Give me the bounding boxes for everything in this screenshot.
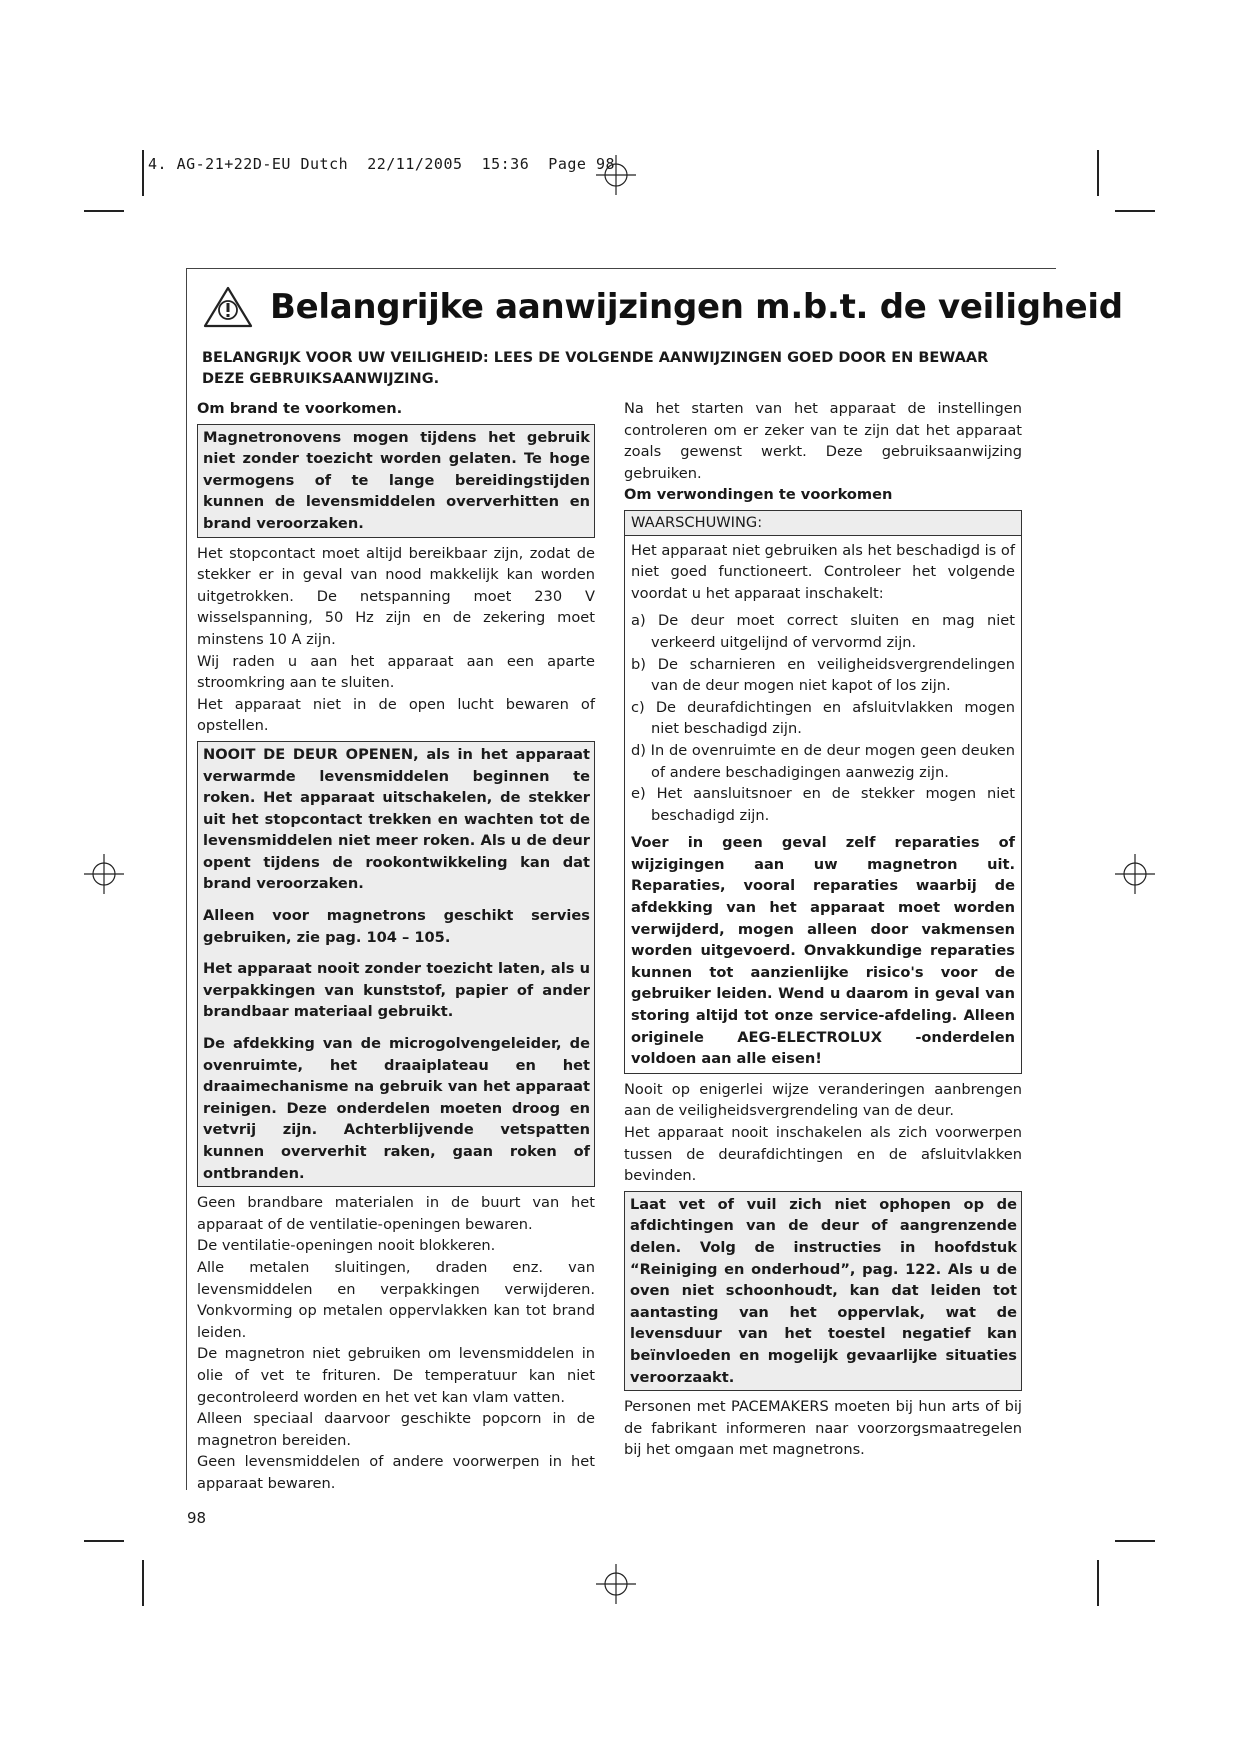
warning-intro: Het apparaat niet gebruiken als het beschadigd is of niet goed functioneert. Controleer het volgende voordat u het apparaat inschakelt: [631, 541, 1015, 602]
paragraph: Alleen speciaal daarvoor geschikte popcorn in de magnetron bereiden. [197, 1410, 595, 1449]
section-heading: Om brand te voorkomen. [197, 400, 403, 417]
crop-mark [142, 150, 144, 196]
page-header [202, 282, 1123, 332]
paragraph: De ventilatie-openingen nooit blokkeren. [197, 1237, 496, 1255]
crop-mark [1097, 1560, 1099, 1606]
crop-mark [1115, 1540, 1155, 1542]
page-frame-top [186, 268, 1056, 269]
paragraph: De magnetron niet gebruiken om levensmiddelen in olie of vet te frituren. De temperatuur kan niet gecontroleerd worden en het vet kan vlam vatten. [197, 1345, 595, 1406]
list-item: d) In de ovenruimte en de deur mogen geen deuken of andere beschadigingen aanwezig zijn. [631, 741, 1015, 781]
paragraph: Alle metalen sluitingen, draden enz. van levensmiddelen en verpakkingen verwijderen. Vonkvorming op metalen oppervlakken kan tot brand leiden. [197, 1258, 595, 1341]
print-slug: 4. AG-21+22D-EU Dutch 22/11/2005 15:36 Page 98 [148, 155, 616, 173]
crop-mark [84, 1540, 124, 1542]
crop-mark [84, 210, 124, 212]
paragraph: Na het starten van het apparaat de instellingen controleren om er zeker van te zijn dat het apparaat zoals gewenst werkt. Deze gebruiksaanwijzing gebruiken. [624, 400, 1022, 482]
right-column [624, 398, 1022, 1461]
paragraph: Het stopcontact moet altijd bereikbaar zijn, zodat de stekker er in geval van nood makkelijk kan worden uitgetrokken. De netspanning moet 230 V wisselspanning, 50 Hz zijn en de zekering moet minstens 10 A zijn. [197, 544, 595, 648]
paragraph: Het apparaat nooit inschakelen als zich voorwerpen tussen de deurafdichtingen en de afsluitvlakken bevinden. [624, 1124, 1022, 1185]
list-item: a) De deur moet correct sluiten en mag niet verkeerd uitgelijnd of vervormd zijn. [631, 612, 1015, 651]
paragraph: Geen levensmiddelen of andere voorwerpen in het apparaat bewaren. [197, 1453, 595, 1492]
warning-box [624, 510, 1022, 1074]
notice-text: De afdekking van de microgolvengeleider, de ovenruimte, het draaiplateau en het draaimechanisme na gebruik van het apparaat reinigen. Deze onderdelen moeten droog en vetvrij zijn. Achterblijvende vetspatten kunnen oververhit raken, gaan roken of ontbranden. [203, 1035, 590, 1182]
page-title: Belangrijke aanwijzingen m.b.t. de veiligheid [270, 287, 1123, 327]
registration-mark-icon [596, 1564, 636, 1604]
page-number: 98 [187, 1509, 207, 1527]
notice-box [624, 1191, 1022, 1391]
notice-box [197, 424, 595, 538]
crop-mark [1097, 150, 1099, 196]
notice-text: Laat vet of vuil zich niet ophopen op de afdichtingen van de deur of aangrenzende delen. Volg de instructies in hoofdstuk “Reiniging en onderhoud”, pag. 122. Als u de oven niet schoonhoudt, kan dat leiden tot aantasting van het oppervlak, wat de levensduur van het toestel negatief kan beïnvloeden en mogelijk gevaarlijke situaties veroorzaakt. [630, 1195, 1017, 1386]
crop-mark [142, 1560, 144, 1606]
left-column [197, 398, 595, 1495]
warning-bold-text: Voer in geen geval zelf reparaties of wijzigingen aan uw magnetron uit. Reparaties, vooral reparaties waarbij de afdekking van het apparaat moet worden verwijderd, mogen alleen door vakmensen worden uitgevoerd. Onvakkundige reparaties kunnen tot aanzienlijke risico's voor de gebruiker leiden. Wend u daarom in geval van storing altijd tot onze service-afdeling. Alleen originele AEG-ELECTROLUX -onderdelen voldoen aan alle eisen! [631, 834, 1015, 1068]
checklist [631, 610, 1015, 826]
warning-label: WAARSCHUWING: [625, 511, 1021, 536]
page-frame-left [186, 268, 187, 1490]
paragraph: Wij raden u aan het apparaat aan een aparte stroomkring aan te sluiten. [197, 652, 595, 692]
list-item: b) De scharnieren en veiligheidsvergrendelingen van de deur mogen niet kapot of los zijn. [631, 655, 1015, 695]
paragraph: Het apparaat niet in de open lucht bewaren of opstellen. [197, 695, 595, 735]
list-item: c) De deurafdichtingen en afsluitvlakken mogen niet beschadigd zijn. [631, 698, 1015, 738]
list-item: e) Het aansluitsnoer en de stekker mogen niet beschadigd zijn. [631, 785, 1015, 824]
notice-text: NOOIT DE DEUR OPENEN, als in het apparaat verwarmde levensmiddelen beginnen te roken. Het apparaat uitschakelen, de stekker uit het stopcontact trekken en wachten tot de levensmiddelen niet meer roken. Als u de deur opent tijdens de rookontwikkeling kan dat brand veroorzaken. [203, 745, 590, 893]
crop-mark [1115, 210, 1155, 212]
notice-text: Het apparaat nooit zonder toezicht laten, als u verpakkingen van kunststof, papier of ander brandbaar materiaal gebruikt. [203, 960, 590, 1021]
section-heading: Om verwondingen te voorkomen [624, 486, 893, 504]
registration-mark-icon [596, 155, 636, 195]
paragraph: Geen brandbare materialen in de buurt van het apparaat of de ventilatie-openingen bewaren. [197, 1194, 595, 1233]
page-subtitle: BELANGRIJK VOOR UW VEILIGHEID: LEES DE VOLGENDE AANWIJZINGEN GOED DOOR EN BEWAAR DEZE GEBRUIKSAANWIJZING. [202, 350, 989, 387]
notice-box [197, 741, 595, 1187]
registration-mark-icon [1115, 854, 1155, 894]
warning-triangle-icon [202, 285, 254, 329]
notice-text: Magnetronovens mogen tijdens het gebruik niet zonder toezicht worden gelaten. Te hoge vermogens of te lange bereidingstijden kunnen de levensmiddelen oververhitten en brand veroorzaken. [203, 428, 590, 532]
paragraph: Personen met PACEMAKERS moeten bij hun arts of bij de fabrikant informeren naar voorzorgsmaatregelen bij het omgaan met magnetrons. [624, 1398, 1022, 1459]
paragraph: Nooit op enigerlei wijze veranderingen aanbrengen aan de veiligheidsvergrendeling van de deur. [624, 1080, 1022, 1120]
notice-text: Alleen voor magnetrons geschikt servies gebruiken, zie pag. 104 – 105. [203, 907, 590, 946]
registration-mark-icon [84, 854, 124, 894]
